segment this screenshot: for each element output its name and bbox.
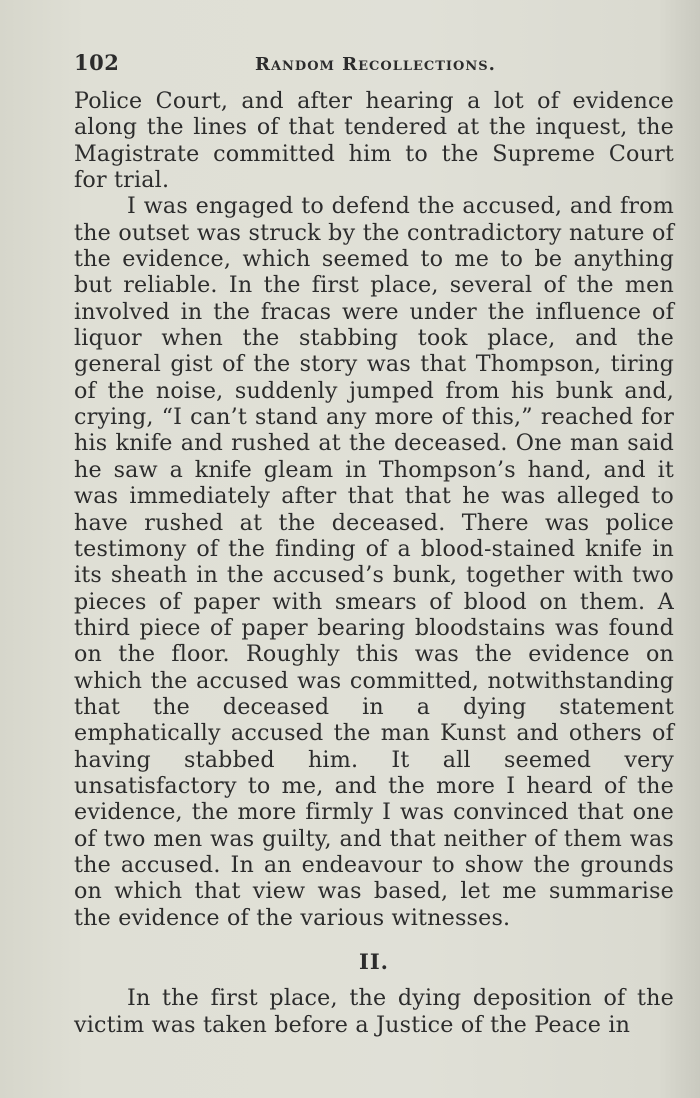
running-head: Random Recollections.: [255, 54, 496, 75]
section-heading: II.: [359, 949, 389, 974]
body-text: [74, 88, 674, 1038]
page-number: 102: [74, 50, 120, 75]
paragraph-dying-deposition: In the first place, the dying deposition of the victim was taken before a Justice of the Peace in: [74, 985, 674, 1038]
paragraph-continuation: Police Court, and after hearing a lot of evidence along the lines of that tendered at the inquest, the Magistrate committed him to the Supreme Court for trial.: [74, 88, 674, 194]
paragraph-defence: I was engaged to defend the accused, and from the outset was struck by the contradictory nature of the evidence, which seemed to me to be anything but reliable. In the first place, several of the men involved in the fracas were under the influence of liquor when the stabbing took place, and the general gist of the story was that Thompson, tiring of the noise, suddenly jumped from his bunk and, crying, “I can’t stand any more of this,” reached for his knife and rushed at the deceased. One man said he saw a knife gleam in Thompson’s hand, and it was immediately after that that he was alleged to have rushed at the deceased. There was police testimony of the finding of a blood-stained knife in its sheath in the accused’s bunk, together with two pieces of paper with smears of blood on them. A third piece of paper bearing bloodstains was found on the floor. Roughly this was the evidence on which the accused was committed, notwithstanding that the deceased in a dying statement emphatically accused the man Kunst and others of having stabbed him. It all seemed very unsatisfactory to me, and the more I heard of the evidence, the more firmly I was convinced that one of two men was guilty, and that neither of them was the accused. In an endeavour to show the grounds on which that view was based, let me summarise the evidence of the various witnesses.: [74, 193, 674, 931]
page-header: [74, 50, 672, 80]
